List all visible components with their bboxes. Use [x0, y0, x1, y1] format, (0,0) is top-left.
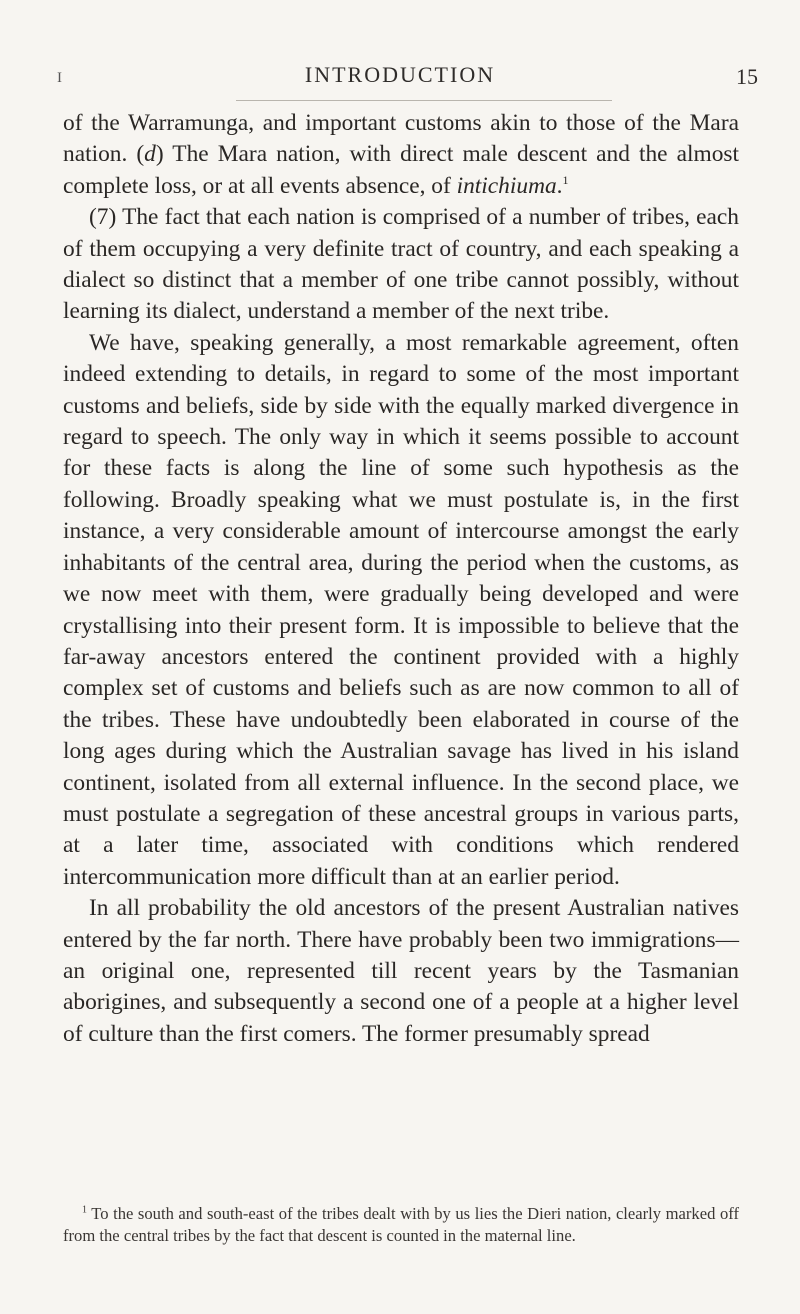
italic-term: intichiuma [456, 172, 557, 199]
paragraph-ancestors: In all probability the old ancestors of the present Australian natives entered by the far north. There have probably been two immigrations—an original one, represented till recent years by the Tasmanian aborigines, and subsequently a second one of a people at a higher level of culture than the first comers. The former presumably spread [63, 895, 739, 1047]
footnote-text: To the south and south-east of the tribes dealt with by us lies the Dieri nation, clearly marked off from the central tribes by the fact that descent is counted in the maternal line. [63, 1204, 739, 1245]
paragraph-continuation [63, 108, 739, 202]
running-title: INTRODUCTION [304, 62, 496, 87]
list-marker-d: d [144, 141, 156, 168]
section-number: I [57, 70, 62, 86]
header-rule [236, 100, 612, 101]
paragraph-agreement: We have, speaking generally, a most remarkable agreement, often indeed extending to details, in regard to some of the most important customs and beliefs, side by side with the equally marked divergence in regard to speech. The only way in which it seems possible to account for these facts is along the line of some such hypothesis as the following. Broadly speaking what we must postulate is, in the first instance, a very considerable amount of intercourse amongst the early inhabitants of the central area, during the period when the customs, as we now meet with them, were gradually being developed and were crystallising into their present form. It is impossible to believe that the far-away ancestors entered the continent provided with a highly complex set of customs and beliefs such as are now common to all of the tribes. These have undoubtedly been elaborated in course of the long ages during which the Australian savage has lived in his island continent, isolated from all external influence. In the second place, we must postulate a segregation of these ancestral groups in various parts, at a later time, associated with conditions which rendered intercommunication more difficult than at an earlier period. [63, 329, 739, 890]
page-number: 15 [736, 64, 758, 89]
footnote [63, 1203, 739, 1246]
footnote-reference: 1 [562, 173, 569, 188]
footnote-marker: 1 [82, 1204, 87, 1216]
body-text [63, 108, 739, 1050]
text-run: . [556, 172, 563, 199]
text-run: of the Warramunga, and important customs akin to those of the Mara nation. ( [63, 110, 739, 168]
paragraph-7: (7) The fact that each nation is comprised of a number of tribes, each of them occupying a very definite tract of country, and each speaking a dialect so distinct that a member of one tribe cannot possibly, without learning its dialect, understand a member of the next tribe. [63, 204, 739, 325]
text-run: ) The Mara nation, with direct male descent and the almost complete loss, or at all events absence, of [63, 141, 739, 199]
page-header [0, 62, 800, 92]
